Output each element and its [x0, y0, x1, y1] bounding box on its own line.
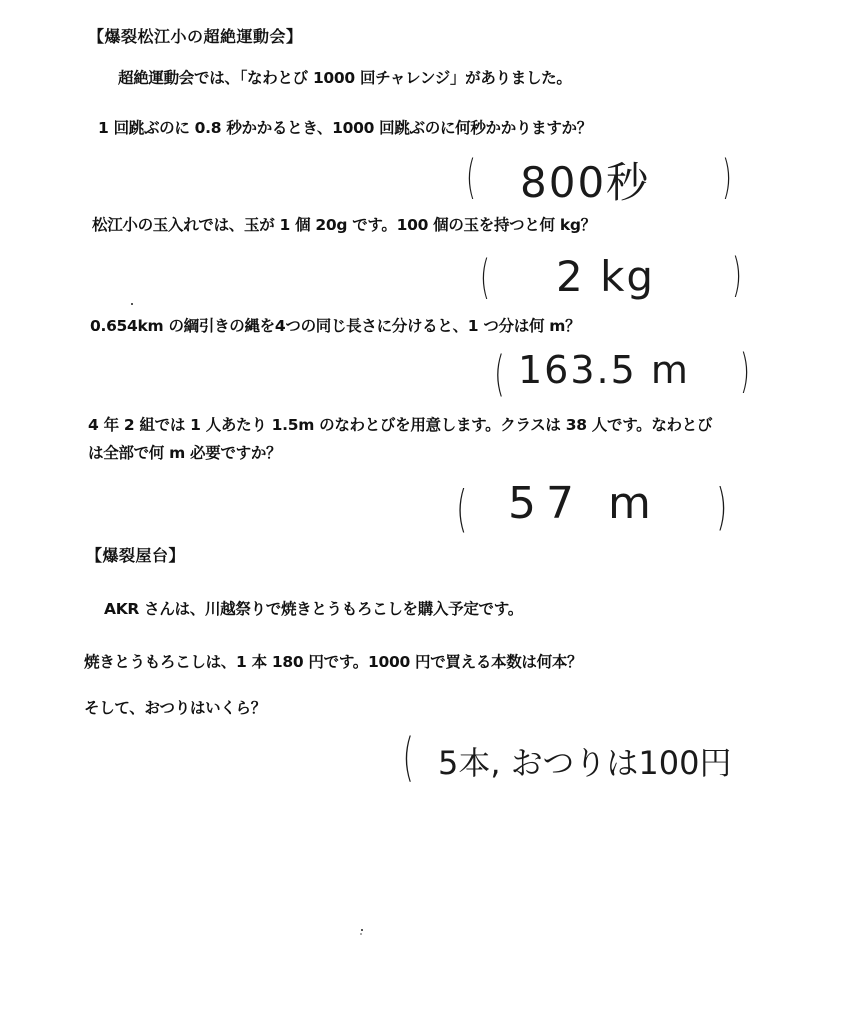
section-intro-food-stall: AKR さんは、川越祭りで焼きとうもろこしを購入予定です。: [104, 600, 523, 618]
question-3-text: 0.654km の綱引きの縄を4つの同じ長さに分けると、1 つ分は何 m？: [90, 317, 581, 335]
section-heading-food-stall: 【爆裂屋台】: [86, 546, 186, 565]
handwritten-answer-5: 5本, おつりは100円: [438, 744, 732, 782]
close-paren: ): [732, 248, 742, 302]
section-heading-sports-day: 【爆裂松江小の超絶運動会】: [88, 27, 303, 46]
handwritten-answer-2: 2 kg: [556, 252, 656, 301]
open-paren: (: [494, 346, 505, 402]
question-2-text: 松江小の玉入れでは、玉が 1 個 20g です。100 個の玉を持つと何 kg？: [92, 216, 596, 234]
section-intro-sports-day: 超絶運動会では、「なわとび 1000 回チャレンジ」がありました。: [118, 69, 572, 87]
question-1-text: 1 回跳ぶのに 0.8 秒かかるとき、1000 回跳ぶのに何秒かかりますか？: [98, 119, 592, 137]
question-5-text-line2: そして、おつりはいくら？: [84, 699, 266, 717]
scan-speck: [360, 933, 362, 935]
open-paren: (: [480, 250, 490, 304]
handwritten-answer-1: 800秒: [520, 158, 651, 207]
question-5-text-line1: 焼きとうもろこしは、1 本 180 円です。1000 円で買える本数は何本？: [84, 653, 583, 671]
question-4-text-line1: 4 年 2 組では 1 人あたり 1.5m のなわとびを用意します。クラスは 38 人です。なわとび: [88, 416, 713, 434]
close-paren: ): [740, 344, 750, 398]
scan-speck: [361, 929, 363, 931]
scan-speck: [131, 303, 133, 305]
open-paren: (: [456, 480, 468, 538]
open-paren: (: [466, 150, 476, 204]
handwritten-answer-4: 57 m: [508, 478, 661, 529]
open-paren: (: [402, 728, 414, 788]
question-4-text-line2: は全部で何 m 必要ですか？: [88, 444, 282, 462]
close-paren: ): [716, 478, 728, 536]
handwritten-answer-3: 163.5 m: [518, 348, 690, 392]
close-paren: ): [722, 150, 732, 204]
